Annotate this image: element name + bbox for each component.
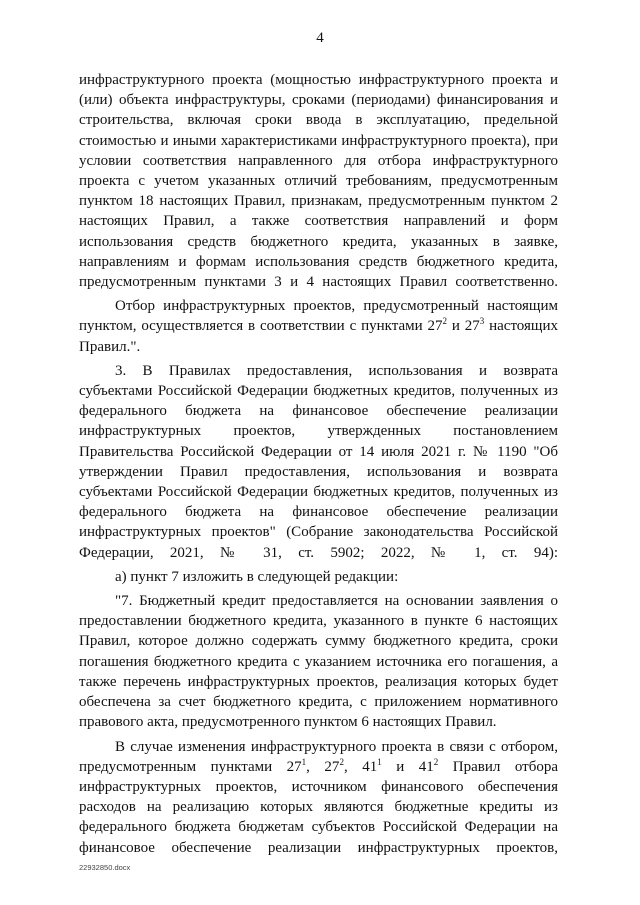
document-body bbox=[79, 70, 558, 862]
superscript: 2 bbox=[339, 756, 344, 767]
paragraph-selection-procedure: Отбор инфраструктурных проектов, предусмотренный настоящим пунктом, осуществляется в соответствии с пунктами $27^2$ и $27^3$ настоящих Правил.". bbox=[79, 298, 558, 355]
superscript: 3 bbox=[479, 316, 485, 327]
paragraph-item-3: 3. В Правилах предоставления, использования и возврата субъектами Российской Федерации бюджетных кредитов, полученных из федерального бюджета на финансовое обеспечение реализации инфраструктурных проектов, утвержденных постановлением Правительства Российской Федерации от 14 июля 2021 г. № 1190 "Об утверждении Правил предоставления, использования и возврата субъектами Российской Федерации бюджетных кредитов, полученных из федерального бюджета на финансовое обеспечение реализации инфраструктурных проектов" (Собрание законодательства Российской Федерации, 2021, № 31, ст. 5902; 2022, № 1, ст. 94): bbox=[79, 362, 558, 561]
page-number: 4 bbox=[316, 30, 324, 46]
paragraph-item-7: "7. Бюджетный кредит предоставляется на основании заявления о предоставлении бюджетного кредита, указанного в пункте 6 настоящих Правил, которое должно содержать сумму бюджетного кредита, сроки погашения бюджетного кредита с указанием источника его погашения, а также перечень инфраструктурных проектов, реализация которых будет обеспечена за счет бюджетного кредита, с приложением нормативного правового акта, предусмотренного пунктом 6 настоящих Правил. bbox=[79, 593, 558, 731]
superscript: 2 bbox=[433, 756, 439, 767]
footer-file-code: 22932850.docx bbox=[79, 863, 131, 872]
paragraph-subitem-a: а) пункт 7 изложить в следующей редакции: bbox=[115, 568, 399, 585]
superscript: 2 bbox=[442, 316, 447, 327]
superscript: 1 bbox=[301, 756, 307, 767]
paragraph-continuation: инфраструктурного проекта (мощностью инфраструктурного проекта и (или) объекта инфраструктуры, сроками (периодами) финансирования и строительства, включая сроки ввода в эксплуатацию, предельной стоимостью и иными характеристиками инфраструктурного проекта), при условии соответствия направленного для отбора инфраструктурного проекта с учетом указанных отличий требованиям, предусмотренным пунктом 18 настоящих Правил, признакам, предусмотренным пунктом 2 настоящих Правил, а также соответствия направлений и форм использования средств бюджетного кредита, указанных в заявке, направлениям и формам использования средств бюджетного кредита, предусмотренным пунктами 3 и 4 настоящих Правил соответственно. bbox=[79, 72, 558, 291]
paragraph-project-change: В случае изменения инфраструктурного проекта в связи с отбором, предусмотренным пунктами $27^1$, $27^2$, $41^1$ и $41^2$ Правил отбора инфраструктурных проектов, источником финансового обеспечения расходов на реализацию которых являются бюджетные кредиты из федерального бюджета бюджетам субъектов Российской Федерации на финансовое обеспечение реализации инфраструктурных проектов, bbox=[79, 738, 559, 856]
superscript: 1 bbox=[377, 756, 382, 767]
